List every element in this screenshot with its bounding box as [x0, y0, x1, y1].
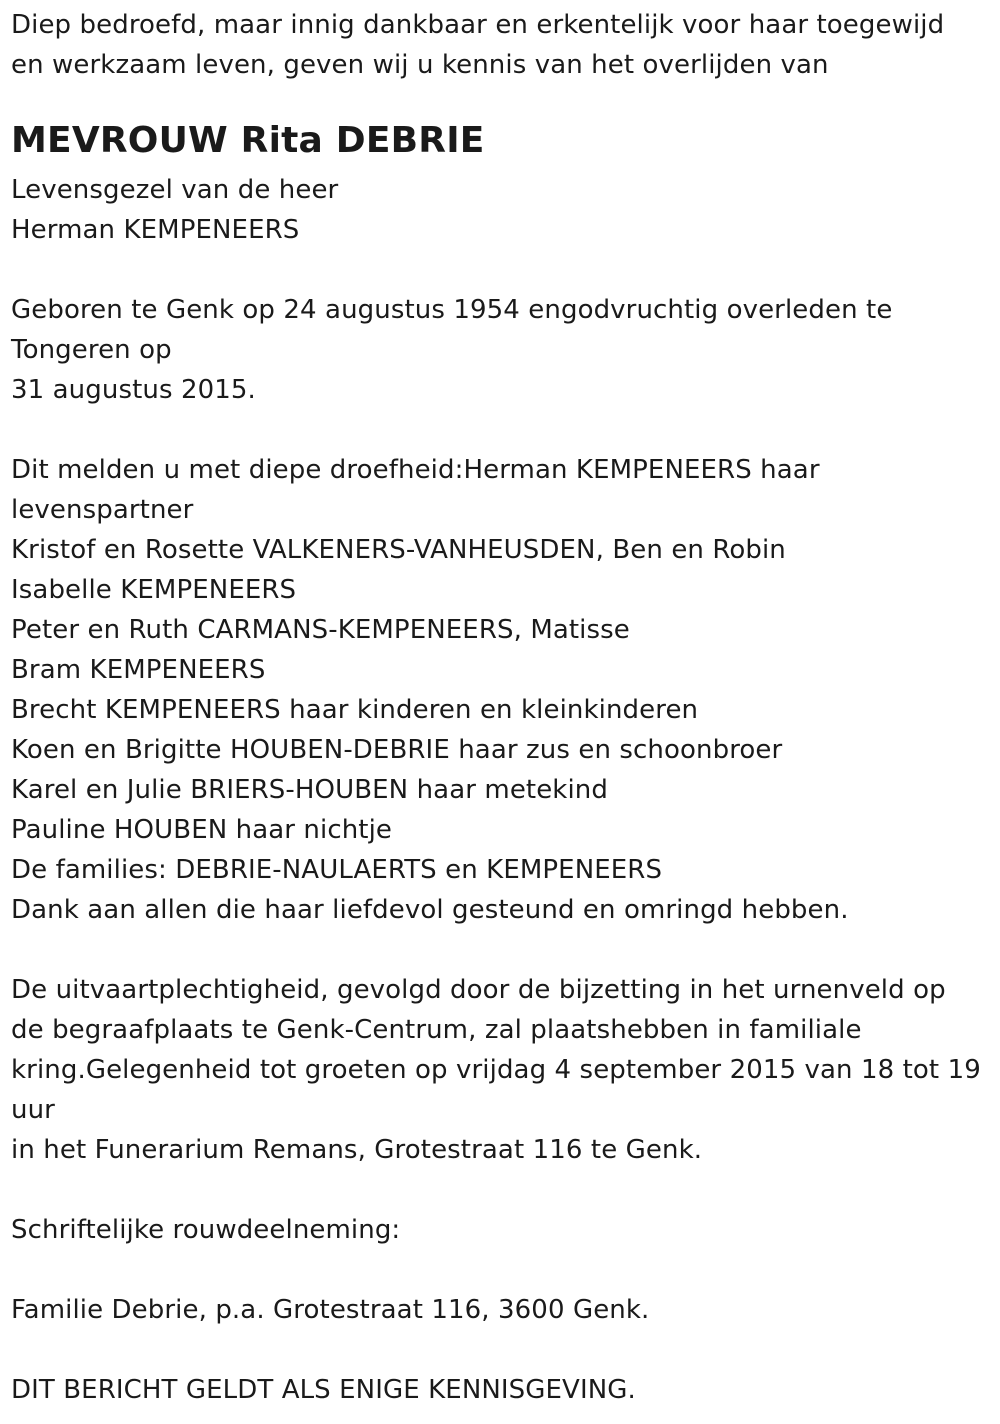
- spacer: [11, 410, 996, 450]
- spacer: [11, 1170, 996, 1210]
- obituary-notice: [11, 5, 996, 1410]
- mourner-line: Kristof en Rosette VALKENERS-VANHEUSDEN, Ben en Robin: [11, 535, 786, 565]
- ceremony-line: de begraafplaats te Genk-Centrum, zal plaatshebben in familiale: [11, 1015, 862, 1045]
- ceremony-line: kring.Gelegenheid tot groeten op vrijdag 4 september 2015 van 18 tot 19: [11, 1055, 981, 1085]
- mourner-line: Pauline HOUBEN haar nichtje: [11, 815, 393, 845]
- deceased-name-heading: MEVROUW Rita DEBRIE: [11, 120, 485, 161]
- mourner-line: Dit melden u met diepe droefheid:Herman KEMPENEERS haar: [11, 455, 820, 485]
- partner-block: [11, 170, 996, 250]
- ceremony-line: uur: [11, 1095, 55, 1125]
- birth-death-line: 31 augustus 2015.: [11, 375, 256, 405]
- spacer: [11, 1330, 996, 1370]
- mourner-line: Peter en Ruth CARMANS-KEMPENEERS, Matisse: [11, 615, 630, 645]
- spacer: [11, 250, 996, 290]
- intro-line: Diep bedroefd, maar innig dankbaar en erkentelijk voor haar toegewijd: [11, 10, 945, 40]
- intro-paragraph: [11, 5, 996, 85]
- mourner-line: De families: DEBRIE-NAULAERTS en KEMPENEERS: [11, 855, 663, 885]
- ceremony-block: [11, 970, 996, 1170]
- mourner-line: Bram KEMPENEERS: [11, 655, 266, 685]
- birth-death-line: Geboren te Genk op 24 augustus 1954 engodvruchtig overleden te: [11, 295, 893, 325]
- closing-notice: DIT BERICHT GELDT ALS ENIGE KENNISGEVING.: [11, 1375, 636, 1405]
- mourner-line: levenspartner: [11, 495, 194, 525]
- mourner-line: Isabelle KEMPENEERS: [11, 575, 297, 605]
- condolence-label: Schriftelijke rouwdeelneming:: [11, 1215, 401, 1245]
- spacer: [11, 1250, 996, 1290]
- mourner-line: Brecht KEMPENEERS haar kinderen en kleinkinderen: [11, 695, 699, 725]
- spacer: [11, 85, 996, 121]
- mourners-block: [11, 450, 996, 930]
- spacer: [11, 930, 996, 970]
- partner-line: Levensgezel van de heer: [11, 175, 339, 205]
- birth-death-line: Tongeren op: [11, 335, 172, 365]
- ceremony-line: De uitvaartplechtigheid, gevolgd door de bijzetting in het urnenveld op: [11, 975, 946, 1005]
- mourner-line: Dank aan allen die haar liefdevol gesteund en omringd hebben.: [11, 895, 849, 925]
- intro-line: en werkzaam leven, geven wij u kennis van het overlijden van: [11, 50, 829, 80]
- mourner-line: Koen en Brigitte HOUBEN-DEBRIE haar zus en schoonbroer: [11, 735, 783, 765]
- ceremony-line: in het Funerarium Remans, Grotestraat 116 te Genk.: [11, 1135, 703, 1165]
- condolence-address: Familie Debrie, p.a. Grotestraat 116, 3600 Genk.: [11, 1295, 650, 1325]
- partner-line: Herman KEMPENEERS: [11, 215, 300, 245]
- birth-death-block: [11, 290, 996, 410]
- mourner-line: Karel en Julie BRIERS-HOUBEN haar metekind: [11, 775, 608, 805]
